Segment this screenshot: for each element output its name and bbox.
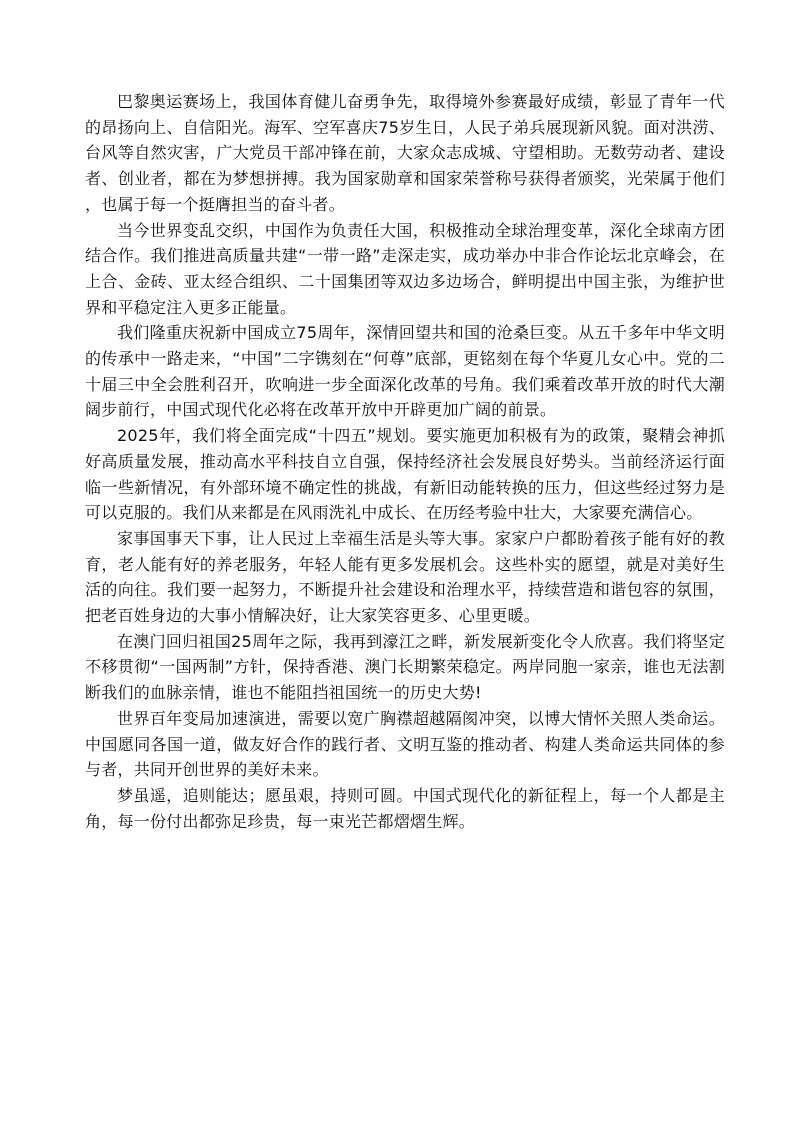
paragraph-5: 家事国事天下事，让人民过上幸福生活是头等大事。家家户户都盼着孩子能有好的教育，老人能有好的养老服务，年轻人能有更多发展机会。这些朴实的愿望，就是对美好生活的向往。我们要一起努力，不断提升社会建设和治理水平，持续营造和谐包容的氛围，把老百姓身边的大事小情解决好，让大家笑容更多、心里更暖。 [85,528,725,626]
paragraph-2: 当今世界变乱交织，中国作为负责任大国，积极推动全球治理变革，深化全球南方团结合作。我们推进高质量共建“一带一路”走深走实，成功举办中非合作论坛北京峰会，在上合、金砖、亚太经合组织、二十国集团等双边多边场合，鲜明提出中国主张，为维护世界和平稳定注入更多正能量。 [85,220,725,317]
document-body [85,89,725,834]
paragraph-7: 世界百年变局加速演进，需要以宽广胸襟超越隔阂冲突，以博大情怀关照人类命运。中国愿同各国一道，做友好合作的践行者、文明互鉴的推动者、构建人类命运共同体的参与者，共同开创世界的美好未来。 [85,708,725,780]
paragraph-8: 梦虽遥，追则能达；愿虽艰，持则可圆。中国式现代化的新征程上，每一个人都是主角，每一份付出都弥足珍贵，每一束光芒都熠熠生辉。 [85,785,725,831]
paragraph-6: 在澳门回归祖国25周年之际，我再到濠江之畔，新发展新变化令人欣喜。我们将坚定不移贯彻“一国两制”方针，保持香港、澳门长期繁荣稳定。两岸同胞一家亲，谁也无法割断我们的血脉亲情，谁也不能阻挡祖国统一的历史大势! [85,631,725,703]
paragraph-3: 我们隆重庆祝新中国成立75周年，深情回望共和国的沧桑巨变。从五千多年中华文明的传承中一路走来，“中国”二字镌刻在“何尊”底部，更铭刻在每个华夏儿女心中。党的二十届三中全会胜利召开，吹响进一步全面深化改革的号角。我们乘着改革开放的时代大潮阔步前行，中国式现代化必将在改革开放中开辟更加广阔的前景。 [85,323,725,420]
paragraph-1: 巴黎奥运赛场上，我国体育健儿奋勇争先，取得境外参赛最好成绩，彰显了青年一代的昂扬向上、自信阳光。海军、空军喜庆75岁生日，人民子弟兵展现新风貌。面对洪涝、台风等自然灾害，广大党员干部冲锋在前，大家众志成城、守望相助。无数劳动者、建设者、创业者，都在为梦想拼搏。我为国家勋章和国家荣誉称号获得者颁奖，光荣属于他们，也属于每一个挺膺担当的奋斗者。 [85,92,725,214]
paragraph-4: 2025年，我们将全面完成“十四五”规划。要实施更加积极有为的政策，聚精会神抓好高质量发展，推动高水平科技自立自强，保持经济社会发展良好势头。当前经济运行面临一些新情况，有外部环境不确定性的挑战，有新旧动能转换的压力，但这些经过努力是可以克服的。我们从来都是在风雨洗礼中成长、在历经考验中壮大，大家要充满信心。 [85,426,725,523]
